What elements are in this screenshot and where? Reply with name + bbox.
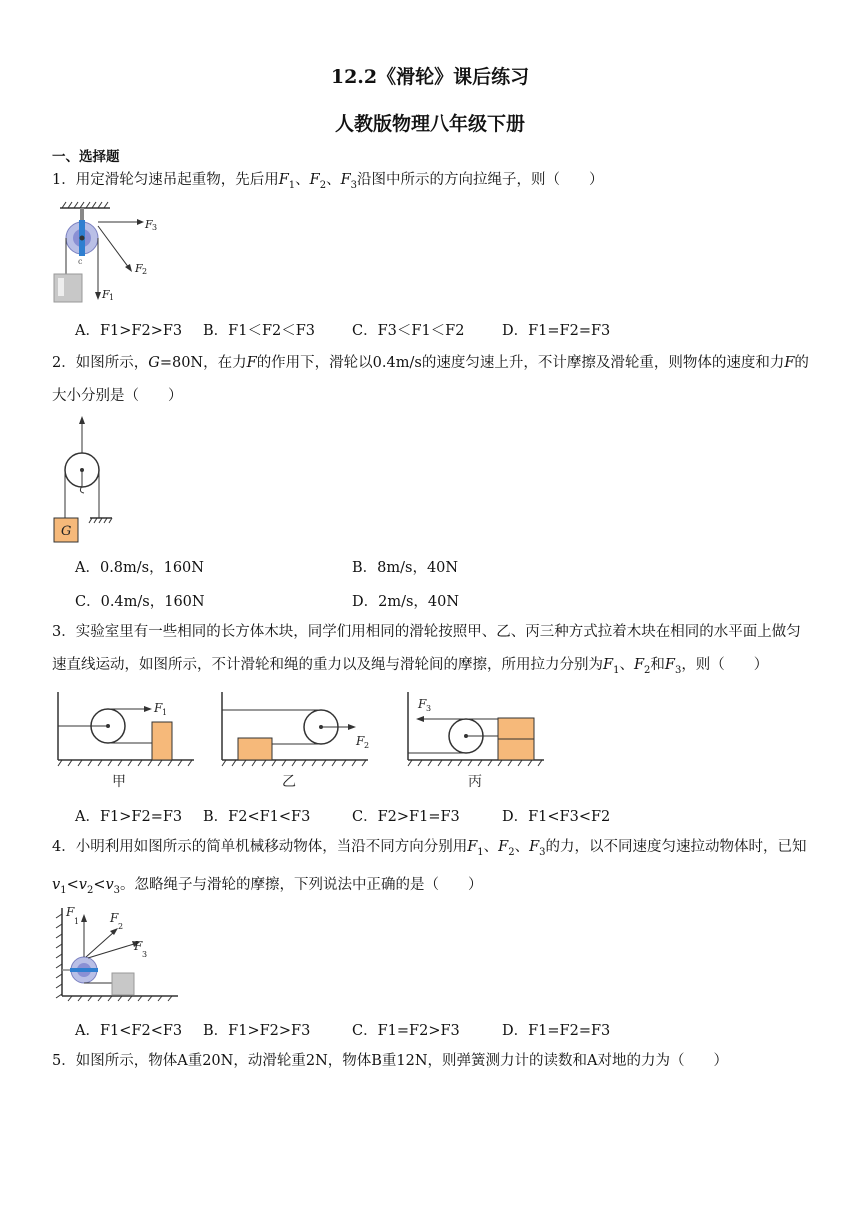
question-text: 的大小分别是（ ） — [52, 355, 809, 404]
q4-option-c[interactable]: C．F1=F2>F3 — [352, 1023, 460, 1039]
q4-option-b[interactable]: B．F1>F2>F3 — [203, 1023, 311, 1039]
svg-text:F: F — [356, 734, 365, 748]
question-number: 3． — [52, 624, 76, 640]
svg-text:2: 2 — [364, 741, 370, 750]
symbol: F — [784, 355, 795, 371]
question-5 — [52, 1045, 812, 1078]
svg-text:F: F — [154, 701, 163, 715]
question-number: 1． — [52, 172, 76, 188]
question-text: 如图所示，物体A重20N，动滑轮重2N，物体B重12N，则弹簧测力计的读数和A对地的力为（ ） — [75, 1053, 729, 1069]
symbol: F — [246, 355, 257, 371]
svg-text:3: 3 — [426, 704, 432, 713]
svg-text:F: F — [418, 697, 427, 711]
q2-movable-pulley-figure — [52, 414, 122, 546]
question-3: 3．实验室里有一些相同的长方体木块，同学们用相同的滑轮按照甲、乙、丙三种方式拉着木块在相同的水平面上做匀速直线运动，如图所示，不计滑轮和绳的重力以及绳与滑轮间的摩擦，所用拉力分别为$F_1$、$F_2$和$F_3$，则（ ） — [52, 624, 801, 676]
q3-option-d[interactable]: D．F1<F3<F2 — [502, 809, 611, 825]
q4-option-d[interactable]: D．F1=F2=F3 — [502, 1023, 611, 1039]
q1-option-c[interactable]: C．F3＜F1＜F2 — [352, 323, 465, 339]
question-number: 2． — [52, 355, 76, 371]
q1-option-d[interactable]: D．F1=F2=F3 — [502, 323, 611, 339]
figure-label-yi: 乙 — [282, 774, 296, 790]
question-text: 沿图中所示的方向拉绳子，则（ ） — [357, 172, 604, 188]
figure-label-bing: 丙 — [468, 774, 482, 790]
svg-text:1: 1 — [162, 708, 168, 717]
svg-text:c: c — [78, 257, 83, 266]
question-number: 5． — [52, 1053, 76, 1069]
svg-text:F: F — [110, 911, 119, 925]
q1-option-b[interactable]: B．F1＜F2＜F3 — [203, 323, 316, 339]
question-text: 。忽略绳子与滑轮的摩擦，下列说法中正确的是（ ） — [120, 876, 483, 893]
svg-text:G: G — [61, 524, 72, 539]
q4-pulley-figure — [52, 900, 182, 1004]
question-text: ，则（ ） — [681, 657, 769, 673]
question-2 — [52, 347, 812, 413]
page-title: 12.2《滑轮》课后练习 — [330, 66, 530, 88]
q3-option-a[interactable]: A．F1>F2=F3 — [75, 809, 183, 825]
svg-text:F: F — [135, 262, 143, 275]
svg-text:F: F — [134, 939, 143, 953]
q3-option-b[interactable]: B．F2<F1<F3 — [203, 809, 311, 825]
svg-text:3: 3 — [152, 223, 158, 232]
q2-option-a[interactable]: A．0.8m/s，160N — [75, 560, 204, 576]
svg-text:F: F — [66, 905, 75, 919]
svg-text:1: 1 — [74, 917, 80, 926]
q3-option-c[interactable]: C．F2>F1=F3 — [352, 809, 460, 825]
q3-figure-yi — [216, 690, 376, 790]
svg-text:F: F — [145, 218, 153, 231]
svg-text:3: 3 — [142, 950, 148, 959]
question-1: 1．用定滑轮匀速吊起重物，先后用$F_1$、$F_2$、$F_3$沿图中所示的方向拉绳子，则（ ） — [52, 172, 604, 191]
svg-text:F: F — [102, 288, 110, 301]
q2-option-b[interactable]: B．8m/s，40N — [352, 560, 459, 576]
question-text: 如图所示， — [75, 355, 149, 371]
figure-label-jia: 甲 — [112, 774, 126, 790]
question-text: =80N，在力 — [159, 355, 247, 371]
question-number: 4． — [52, 839, 76, 855]
q2-option-c[interactable]: C．0.4m/s，160N — [75, 594, 205, 610]
q1-fixed-pulley-figure — [52, 198, 172, 308]
question-text: 用定滑轮匀速吊起重物，先后用 — [75, 172, 279, 188]
symbol: G — [148, 355, 160, 371]
q2-option-d[interactable]: D．2m/s，40N — [352, 594, 460, 610]
svg-text:2: 2 — [118, 922, 124, 931]
svg-text:1: 1 — [109, 293, 115, 302]
q3-figure-bing — [402, 690, 552, 790]
q1-option-a[interactable]: A．F1>F2>F3 — [75, 323, 183, 339]
question-text: 小明利用如图所示的简单机械移动物体，当沿不同方向分别用 — [75, 839, 468, 855]
svg-text:2: 2 — [142, 267, 148, 276]
q4-option-a[interactable]: A．F1<F2<F3 — [75, 1023, 183, 1039]
q3-figure-jia — [52, 690, 202, 790]
question-text: 的力，以不同速度匀速拉动物体时，已知 — [545, 839, 807, 855]
question-text: 实验室里有一些相同的长方体木块，同学们用相同的滑轮按照甲、乙、丙三种方式拉着木块在相同的水平面上做匀速直线运动，如图所示，不计滑轮和绳的重力以及绳与滑轮间的摩擦，所用拉力分别为 — [52, 624, 801, 673]
question-4: 4．小明利用如图所示的简单机械移动物体，当沿不同方向分别用$F_1$、$F_2$、$F_3$的力，以不同速度匀速拉动物体时，已知$v_1<v_2<v_3$。忽略绳子与滑轮的摩擦，下列说法中正确的是（ ） — [52, 839, 807, 896]
question-text: 的作用下，滑轮以0.4m/s的速度匀速上升，不计摩擦及滑轮重，则物体的速度和力 — [256, 355, 785, 371]
page-subtitle: 人教版物理八年级下册 — [334, 113, 525, 135]
section-heading: 一、选择题 — [52, 149, 120, 165]
